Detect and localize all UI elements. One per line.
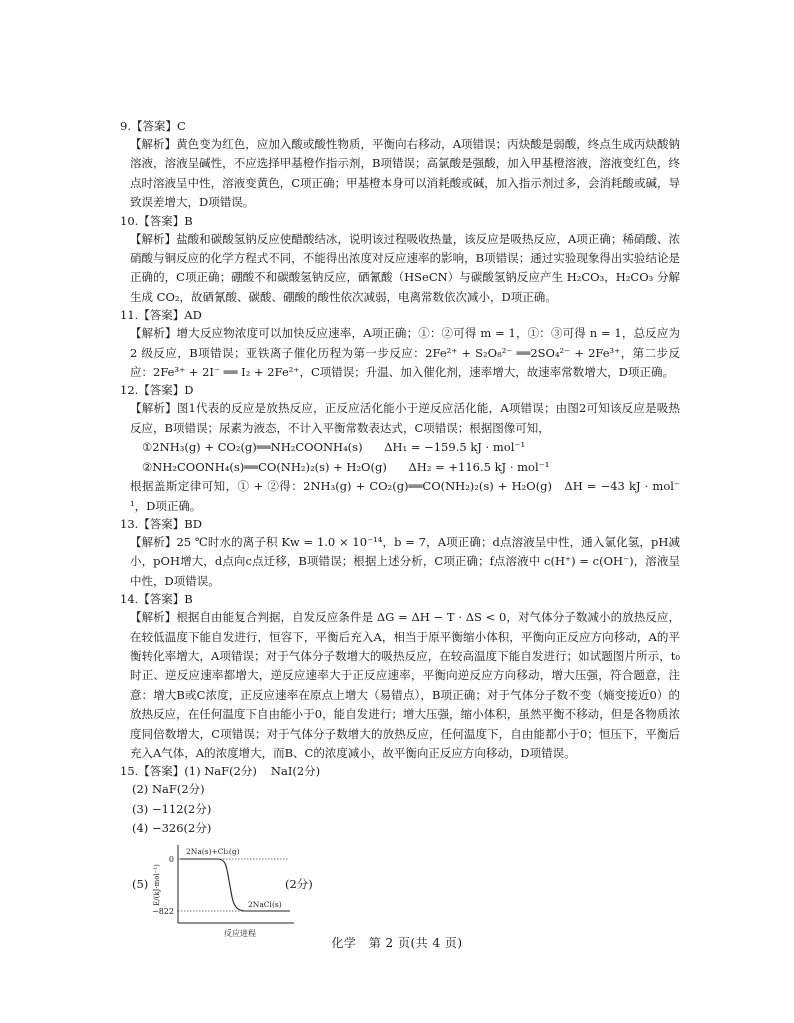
question-9 xyxy=(120,118,680,213)
question-15 xyxy=(120,763,680,942)
equation-lhs: ②NH₂COONH₄(s)══CO(NH₂)₂(s) + H₂O(g) xyxy=(142,459,387,474)
enthalpy-value: ΔH₂ = +116.5 kJ · mol⁻¹ xyxy=(408,459,550,474)
answer-part-1b: NaI(2分) xyxy=(270,764,321,779)
answer-part-1: 15.【答案】(1) NaF(2分) xyxy=(120,764,257,779)
answer-item: (3) −112(2分) xyxy=(132,801,212,816)
item-5-points: (2分) xyxy=(285,876,313,891)
analysis-text: 【解析】25 ℃时水的离子积 Kw = 1.0 × 10⁻¹⁴，b = 7，A项正确；d点溶液呈中性，通入氯化氢，pH减小，pOH增大，d点向c点迁移，B项错误；根据上述分析，C项正确；f点溶液中 c(H⁺) = c(OH⁻)，溶液呈中性，D项错误。 xyxy=(130,534,680,588)
answer-label: 14.【答案】B xyxy=(120,592,193,607)
analysis-text: 【解析】增大反应物浓度可以加快反应速率，A项正确；①：②可得 m = 1，①：③可得 n = 1，总反应为 2 级反应，B项错误；亚铁离子催化历程为第一步反应：2Fe²⁺ + S₂O₈²⁻ ══2SO₄²⁻ + 2Fe³⁺，第二步反应：2Fe³⁺ + 2I⁻ ══ I₂ + 2Fe²⁺，C项错误；升温、加入催化剂，速率增大，故速率常数增大，D项正确。 xyxy=(130,326,680,380)
footer-page-number: 第 2 页(共 4 页) xyxy=(368,936,463,950)
question-14 xyxy=(120,591,680,763)
answer-item: (2) NaF(2分) xyxy=(132,782,205,797)
product-label: 2NaCl(s) xyxy=(248,899,282,909)
reactant-label: 2Na(s)+Cl₂(g) xyxy=(186,846,240,856)
answer-label: 11.【答案】AD xyxy=(120,308,202,323)
x-axis-label: 反应进程 xyxy=(224,928,256,938)
answer-page xyxy=(120,118,680,943)
question-13 xyxy=(120,516,680,591)
tick-low: −822 xyxy=(152,906,174,916)
tick-zero: 0 xyxy=(168,854,174,864)
energy-diagram xyxy=(148,841,298,941)
answer-label: 10.【答案】B xyxy=(120,213,193,228)
equation-lhs: ①2NH₃(g) + CO₂(g)══NH₂COONH₄(s) xyxy=(142,440,363,455)
answer-label: 12.【答案】D xyxy=(120,383,194,398)
y-axis-label: E/(kJ·mol⁻¹) xyxy=(153,863,161,906)
answer-label: 13.【答案】BD xyxy=(120,516,202,531)
equation-2 xyxy=(120,458,680,477)
question-12 xyxy=(120,382,680,515)
footer-subject: 化学 xyxy=(331,936,357,950)
analysis-conclusion: 根据盖斯定律可知，① + ②得：2NH₃(g) + CO₂(g)══CO(NH₂)₂(s) + H₂O(g) ΔH = −43 kJ · mol⁻¹，D项正确。 xyxy=(130,479,680,513)
analysis-text: 【解析】根据自由能复合判据，自发反应条件是 ΔG = ΔH − T · ΔS < 0，对气体分子数减小的放热反应，在较低温度下能自发进行，恒容下，平衡后充入A，相当于原平衡缩小体积，平衡向正反应方向移动，A的平衡转化率增大，A项错误；对于气体分子数增大的吸热反应，在较高温度下能自发进行；如试题图片所示，t₀时正、逆反应速率都增大，逆反应速率大于正反应速率，平衡向逆反应方向移动，增大压强，符合题意，注意：增大B或C浓度，正反应速率在原点上增大（易错点），B项正确；对于气体分子数不变（熵变接近0）的放热反应，在任何温度下自由能小于0，能自发进行；增大压强，缩小体积，虽然平衡不移动，但是各物质浓度同倍数增大，C项错误；对于气体分子数增大的放热反应，任何温度下，自由能都小于0；恒压下，平衡后充入A气体，A的浓度增大，而B、C的浓度减小，故平衡向正反应方向移动，D项错误。 xyxy=(130,610,680,760)
page-footer xyxy=(0,934,794,951)
item-5-label: (5) xyxy=(132,876,149,891)
enthalpy-value: ΔH₁ = −159.5 kJ · mol⁻¹ xyxy=(384,440,526,455)
answer-label xyxy=(120,763,680,780)
answer-label: 9.【答案】C xyxy=(120,119,186,133)
question-10 xyxy=(120,213,680,308)
answer-item: (4) −326(2分) xyxy=(132,821,212,836)
analysis-text: 【解析】图1代表的反应是放热反应，正反应活化能小于逆反应活化能，A项错误；由图2可知该反应是吸热反应，B项错误；尿素为液态，不计入平衡常数表达式，C项错误；根据图像可知， xyxy=(130,401,680,435)
analysis-text: 【解析】盐酸和碳酸氢钠反应使醋酸结冰，说明该过程吸收热量，该反应是吸热反应，A项正确；稀硝酸、浓硝酸与铜反应的化学方程式不同，不能得出浓度对反应速率的影响，B项错误；通过实验现象得出实验结论是正确的，C项正确；硼酸不和碳酸氢钠反应，硒氰酸（HSeCN）与碳酸氢钠反应产生 H₂CO₃，H₂CO₃ 分解生成 CO₂，故硒氰酸、碳酸、硼酸的酸性依次减弱，电离常数依次减小，D项正确。 xyxy=(130,231,680,304)
analysis-text: 【解析】黄色变为红色，应加入酸或酸性物质，平衡向右移动，A项错误；丙炔酸是弱酸，终点生成丙炔酸钠溶液，溶液呈碱性，不应选择甲基橙作指示剂，B项错误；高氯酸是强酸，加入甲基橙溶液，溶液变红色，终点时溶液呈中性，溶液变黄色，C项正确；甲基橙本身可以消耗酸或碱，加入指示剂过多，会消耗酸或碱，导致误差增大，D项错误。 xyxy=(130,137,680,210)
answer-item-5 xyxy=(120,841,680,943)
question-11 xyxy=(120,307,680,382)
equation-1 xyxy=(120,438,680,457)
